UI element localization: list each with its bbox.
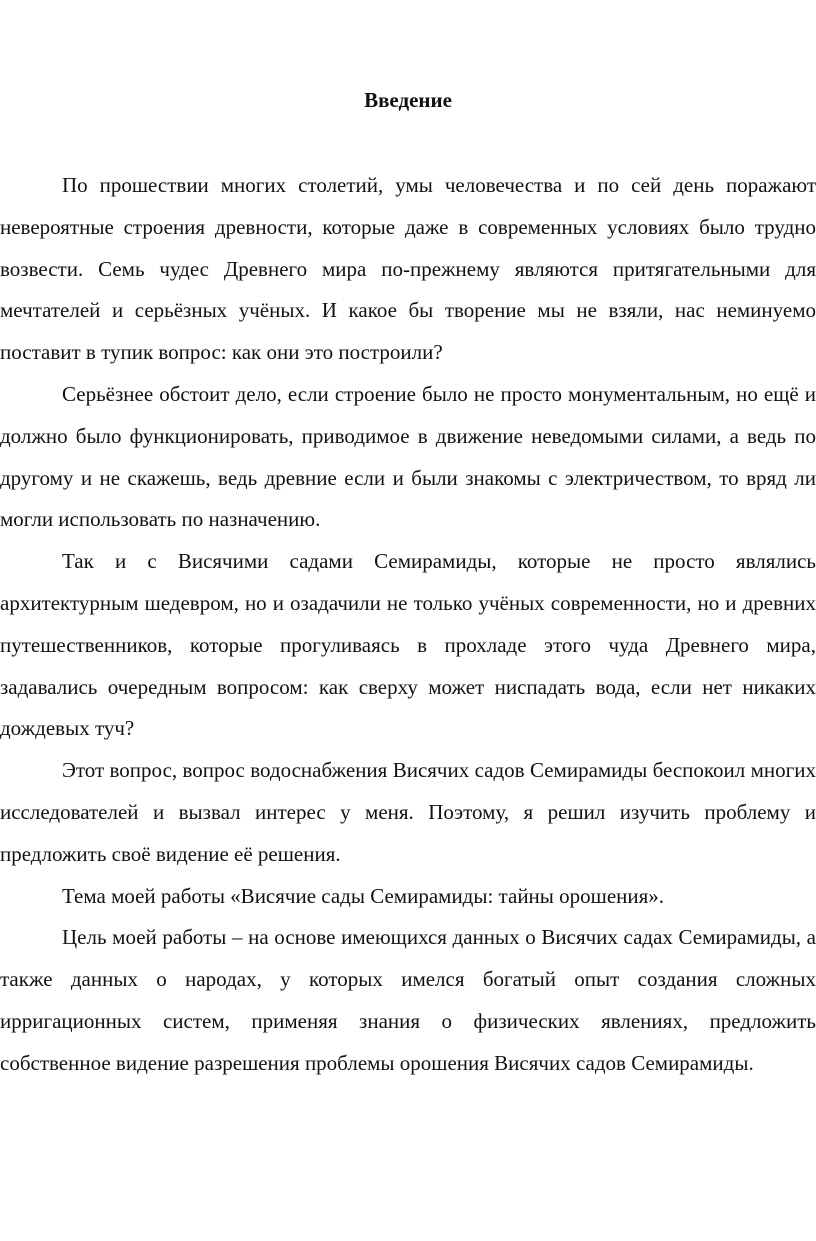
document-title: Введение [364, 88, 452, 112]
document-body [0, 165, 816, 1085]
paragraph-6: Цель моей работы – на основе имеющихся данных о Висячих садах Семирамиды, а также данных о народах, у которых имелся богатый опыт создания сложных ирригационных систем, применяя знания о физических явлениях, предложить собственное видение разрешения проблемы орошения Висячих садов Семирамиды. [0, 925, 816, 1075]
paragraph-1: По прошествии многих столетий, умы человечества и по сей день поражают невероятные строения древности, которые даже в современных условиях было трудно возвести. Семь чудес Древнего мира по-прежнему являются притягательными для мечтателей и серьёзных учёных. И какое бы творение мы не взяли, нас неминуемо поставит в тупик вопрос: как они это построили? [0, 173, 816, 365]
paragraph-3: Так и с Висячими садами Семирамиды, которые не просто являлись архитектурным шедевром, но и озадачили не только учёных современности, но и древних путешественников, которые прогуливаясь в прохладе этого чуда Древнего мира, задавались очередным вопросом: как сверху может ниспадать вода, если нет никаких дождевых туч? [0, 549, 816, 741]
paragraph-5: Тема моей работы «Висячие сады Семирамиды: тайны орошения». [62, 883, 665, 908]
paragraph-2: Серьёзнее обстоит дело, если строение было не просто монументальным, но ещё и должно было функционировать, приводимое в движение неведомыми силами, а ведь по другому и не скажешь, ведь древние если и были знакомы с электричеством, то вряд ли могли использовать по назначению. [0, 381, 816, 532]
paragraph-4: Этот вопрос, вопрос водоснабжения Висячих садов Семирамиды беспокоил многих исследователей и вызвал интерес у меня. Поэтому, я решил изучить проблему и предложить своё видение её решения. [0, 758, 816, 866]
